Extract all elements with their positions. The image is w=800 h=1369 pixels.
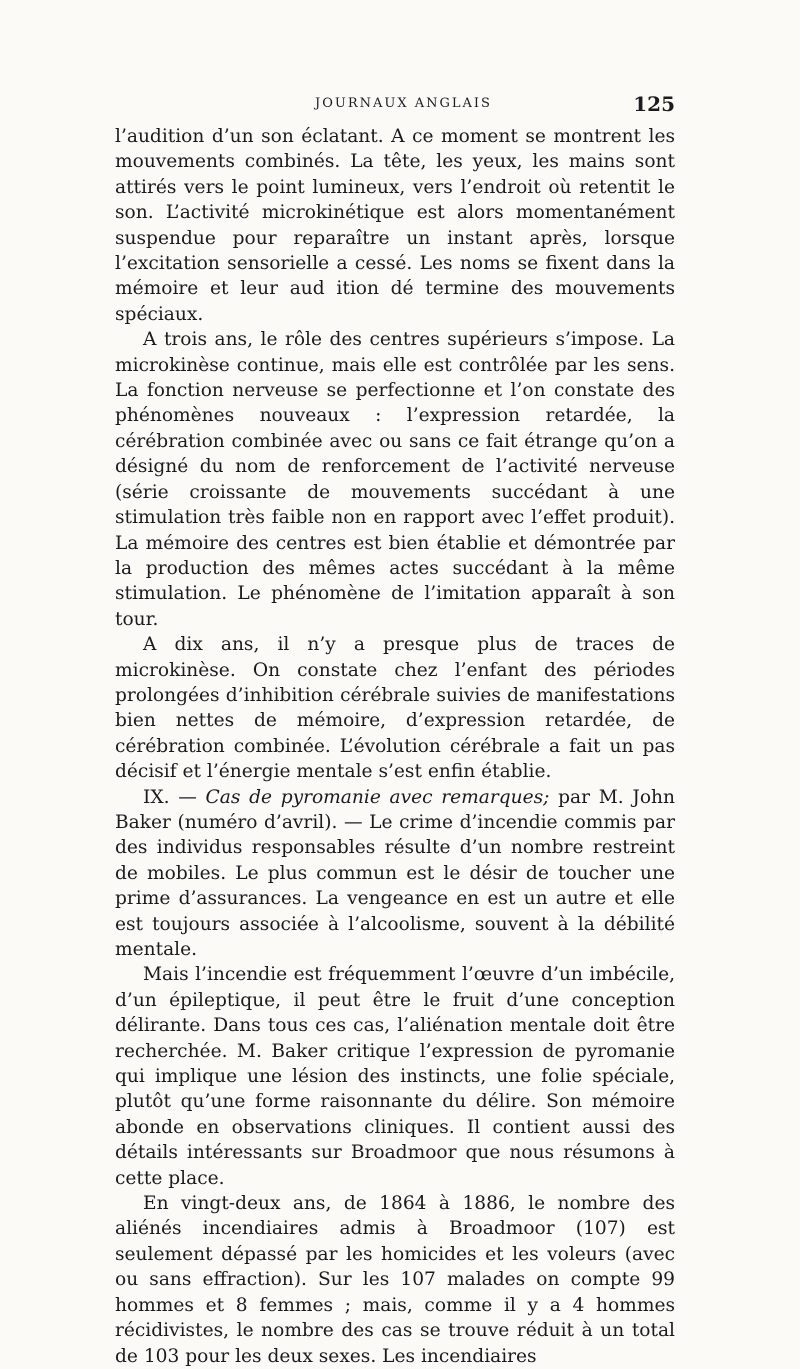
paragraph-three-years: A trois ans, le rôle des centres supérieurs s’impose. La microkinèse continue, mais elle est contrôlée par les sens. La fonction nerveuse se perfectionne et l’on constate des phénomènes nouveaux : l’expression retardée, la cérébration combinée avec ou sans ce fait étrange qu’on a désigné du nom de renforcement de l’activité nerveuse (série croissante de mouvements succédant à une stimulation très faible non en rapport avec l’effet produit). La mémoire des centres est bien établie et démontrée par la production des mêmes actes succédant à la même stimulation. Le phénomène de l’imitation apparaît à son tour. [115, 329, 675, 630]
page-number: 125 [633, 92, 675, 116]
section-text: par M. John Baker (numéro d’avril). — Le crime d’incendie commis par des individus responsables résulte d’un nombre restreint de mobiles. Le plus commun est le désir de toucher une prime d’assurances. La vengeance en est un autre et elle est toujours associée à l’alcoolisme, souvent à la débilité mentale. [115, 786, 675, 960]
paragraph-continued: l’audition d’un son éclatant. A ce moment se montrent les mouvements combinés. La tête, les yeux, les mains sont attirés vers le point lumineux, vers l’endroit où retentit le son. L’activité microkinétique est alors momentanément suspendue pour reparaître un instant après, lorsque l’excitation sensorielle a cessé. Les noms se fixent dans la mémoire et leur aud ition dé termine des mouvements spéciaux. [115, 126, 675, 325]
section-number: IX. — [143, 786, 197, 808]
running-head: JOURNAUX ANGLAIS [315, 96, 492, 111]
case-title: Cas de pyromanie avec remarques; [205, 786, 550, 808]
body-text [115, 124, 675, 1369]
section-ix-paragraph [115, 785, 675, 963]
paragraph-ten-years: A dix ans, il n’y a presque plus de traces de microkinèse. On constate chez l’enfant des périodes prolongées d’inhibition cérébrale suivies de manifestations bien nettes de mémoire, d’expression retardée, de cérébration combinée. L’évolution cérébrale a fait un pas décisif et l’énergie mentale s’est enfin établie. [115, 634, 675, 783]
page-header [115, 92, 675, 116]
paragraph-broadmoor-stats: En vingt-deux ans, de 1864 à 1886, le nombre des aliénés incendiaires admis à Broadmoor (107) est seulement dépassé par les homicides et les voleurs (avec ou sans effraction). Sur les 107 malades on compte 99 hommes et 8 femmes ; mais, comme il y a 4 hommes récidivistes, le nombre des cas se trouve réduit à un total de 103 pour les deux sexes. Les incendiaires [115, 1193, 675, 1367]
paragraph-incendie: Mais l’incendie est fréquemment l’œuvre d’un imbécile, d’un épileptique, il peut être le fruit d’une conception délirante. Dans tous ces cas, l’aliénation mentale doit être recherchée. M. Baker critique l’expression de pyromanie qui implique une lésion des instincts, une folie spéciale, plutôt qu’une forme raisonnante du délire. Son mémoire abonde en observations cliniques. Il contient aussi des détails intéressants sur Broadmoor que nous résumons à cette place. [115, 964, 675, 1189]
